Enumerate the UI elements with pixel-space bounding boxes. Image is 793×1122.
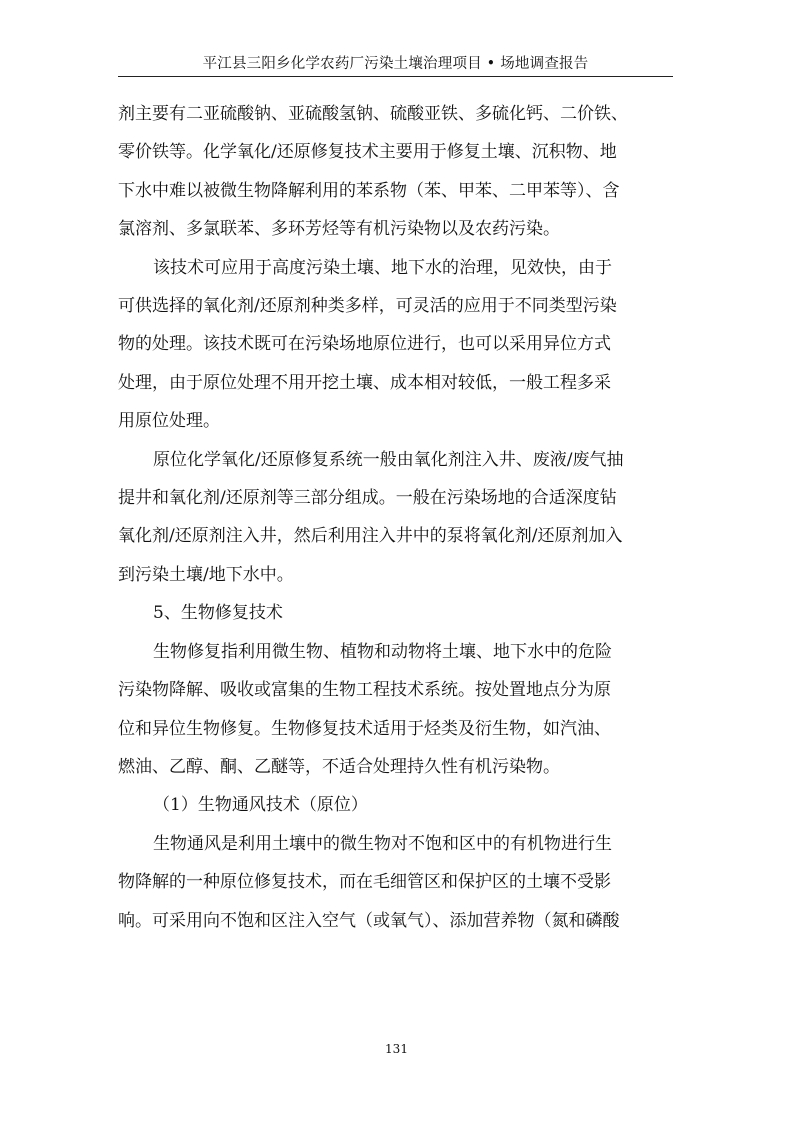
text-line: 污染物降解、吸收或富集的生物工程技术系统。按处置地点分为原 bbox=[118, 680, 611, 701]
text-line: 下水中难以被微生物降解利用的苯系物（苯、甲苯、二甲苯等）、含 bbox=[118, 180, 620, 201]
text-line: 燃油、乙醇、酮、乙醚等，不适合处理持久性有机污染物。 bbox=[118, 756, 560, 777]
text-line: 氧化剂/还原剂注入井，然后利用注入井中的泵将氧化剂/还原剂加入 bbox=[118, 526, 623, 547]
text-line: 物降解的一种原位修复技术，而在毛细管区和保护区的土壤不受影 bbox=[118, 872, 611, 893]
text-line: 氯溶剂、多氯联苯、多环芳烃等有机污染物以及农药污染。 bbox=[118, 219, 560, 240]
text-line: 5、生物修复技术 bbox=[153, 603, 283, 624]
text-line: 剂主要有二亚硫酸钠、亚硫酸氢钠、硫酸亚铁、多硫化钙、二价铁、 bbox=[118, 104, 628, 124]
paragraph bbox=[118, 786, 673, 824]
text-line: 可供选择的氧化剂/还原剂种类多样，可灵活的应用于不同类型污染 bbox=[118, 296, 617, 317]
paragraph bbox=[118, 441, 673, 595]
text-line: 处理，由于原位处理不用开挖土壤、成本相对较低，一般工程多采 bbox=[118, 372, 611, 393]
running-header: 平江县三阳乡化学农药厂污染土壤治理项目 • 场地调查报告 bbox=[202, 56, 589, 72]
text-line: 生物修复指利用微生物、植物和动物将土壤、地下水中的危险 bbox=[153, 641, 612, 662]
header-rule bbox=[118, 76, 673, 77]
text-line: 提井和氧化剂/还原剂等三部分组成。一般在污染场地的合适深度钻 bbox=[118, 488, 617, 509]
body-text bbox=[118, 95, 673, 940]
text-line: 用原位处理。 bbox=[118, 411, 220, 432]
paragraph bbox=[118, 594, 673, 632]
text-line: 物的处理。该技术既可在污染场地原位进行，也可以采用异位方式 bbox=[118, 334, 611, 355]
paragraph bbox=[118, 95, 673, 249]
page-number: 131 bbox=[385, 1042, 408, 1056]
text-line: 该技术可应用于高度污染土壤、地下水的治理，见效快，由于 bbox=[153, 257, 612, 278]
paragraph bbox=[118, 633, 673, 787]
text-line: 响。可采用向不饱和区注入空气（或氧气）、添加营养物（氮和磷酸 bbox=[118, 910, 620, 931]
text-line: 位和异位生物修复。生物修复技术适用于烃类及衍生物，如汽油、 bbox=[118, 718, 611, 739]
text-line: 生物通风是利用土壤中的微生物对不饱和区中的有机物进行生 bbox=[153, 833, 612, 854]
text-line: 原位化学氧化/还原修复系统一般由氧化剂注入井、废液/废气抽 bbox=[153, 449, 624, 470]
text-line: 零价铁等。化学氧化/还原修复技术主要用于修复土壤、沉积物、地 bbox=[118, 142, 617, 163]
paragraph bbox=[118, 249, 673, 441]
text-line: （1）生物通风技术（原位） bbox=[153, 795, 368, 816]
paragraph bbox=[118, 825, 673, 940]
text-line: 到污染土壤/地下水中。 bbox=[118, 564, 294, 585]
